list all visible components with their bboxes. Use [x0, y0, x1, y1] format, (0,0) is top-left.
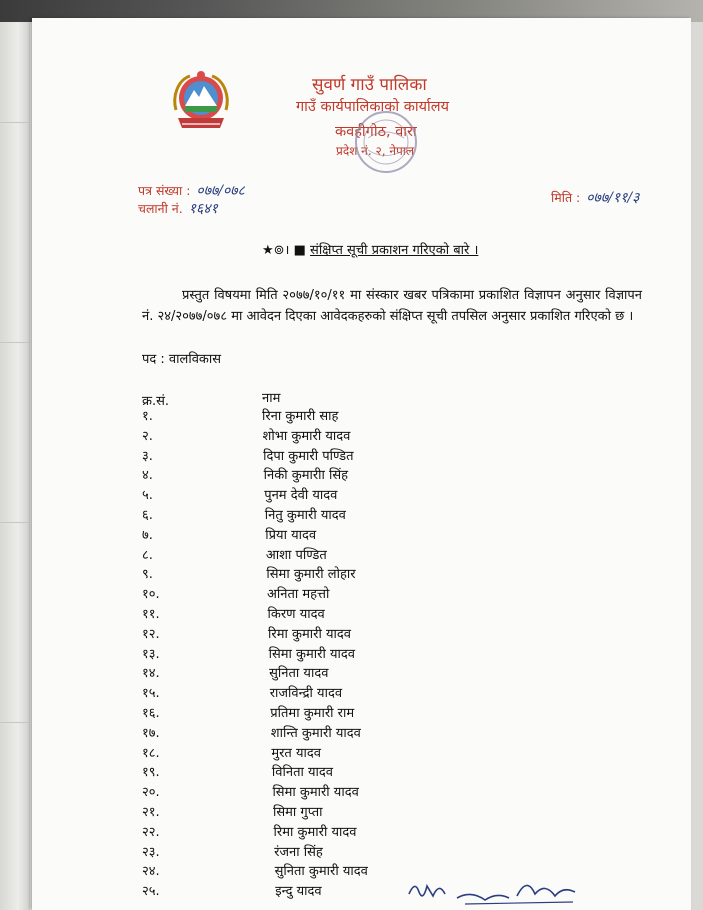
candidate-name: दिपा कुमारी पण्डित — [263, 448, 354, 464]
list-item — [142, 842, 542, 862]
candidate-name: आशा पण्डित — [265, 547, 327, 563]
list-item — [142, 604, 542, 624]
candidate-name: सिमा गुप्ता — [273, 805, 323, 820]
serial-number: २३. — [142, 844, 160, 860]
list-item — [142, 644, 542, 664]
subject-marker: ★⊚। ■ — [262, 243, 306, 258]
serial-number: १०. — [142, 587, 160, 603]
dispatch-number: चलानी नं. १६४१ — [138, 201, 218, 217]
list-item — [142, 822, 542, 842]
column-header-name: नाम — [262, 391, 281, 406]
candidate-name: मुरत यादव — [271, 745, 322, 761]
serial-number: ८. — [142, 547, 153, 563]
serial-number: १५. — [142, 686, 160, 702]
serial-number: २. — [142, 428, 153, 444]
serial-number: ११. — [142, 607, 160, 622]
candidate-name: सुनिता यादव — [269, 666, 329, 682]
list-item — [142, 663, 542, 683]
office-name: गाउँ कार्यपालिकाको कार्यालय — [296, 99, 450, 115]
candidate-name: सिमा कुमारी यादव — [268, 646, 356, 662]
office-stamp-icon — [342, 108, 442, 180]
list-item — [142, 446, 542, 466]
serial-number: ३. — [142, 448, 153, 464]
list-item — [142, 465, 542, 485]
serial-number: ५. — [142, 488, 153, 504]
list-item — [142, 426, 542, 446]
candidate-name: राजविन्द्री यादव — [269, 686, 343, 702]
serial-number: २१. — [142, 805, 160, 820]
post-title: पद : वालविकास — [142, 352, 222, 367]
binder-margin — [0, 22, 30, 910]
office-location: कवहीगोठ, वारा — [335, 124, 417, 140]
scan-right-edge — [689, 22, 703, 910]
candidate-name: पुनम देवी यादव — [264, 488, 338, 504]
signature-icon — [405, 872, 585, 908]
letter-date: मिति : ०७७/११/३ — [551, 190, 640, 206]
candidate-name: सिमा कुमारी यादव — [272, 785, 359, 801]
serial-number: १६. — [142, 706, 160, 721]
list-item — [142, 485, 542, 505]
serial-number: १८. — [142, 745, 160, 761]
list-item — [142, 743, 542, 763]
list-item — [142, 703, 542, 723]
list-item — [142, 545, 542, 565]
list-item — [142, 564, 542, 584]
candidate-name: रिमा कुमारी यादव — [268, 626, 351, 642]
list-item — [142, 525, 542, 545]
candidate-name: रिना कुमारी साह — [262, 409, 339, 424]
candidate-name: निकी कुमारीा सिंह — [263, 468, 349, 484]
subject-text: संक्षिप्त सूची प्रकाशन गरिएको बारे । — [310, 243, 479, 258]
province-line: प्रदेश नं. २, नेपाल — [336, 144, 415, 158]
list-item — [142, 802, 542, 822]
serial-number: २०. — [142, 785, 160, 801]
serial-number: २४. — [142, 864, 160, 880]
candidate-name: नितु कुमारी यादव — [264, 508, 346, 523]
serial-number: १७. — [142, 725, 160, 741]
serial-number: १. — [142, 409, 153, 424]
body-paragraph: प्रस्तुत विषयमा मिति २०७७/१०/११ मा संस्कार खबर पत्रिकामा प्रकाशित विज्ञापन अनुसार विज्ञापन नं. २४/२०७७/०७८ मा आवेदन दिएका आवेदकहरुको संक्षिप्त सूची तपसिल अनुसार प्रकाशित गरिएको छ । — [142, 288, 642, 324]
serial-number: २५. — [142, 884, 160, 900]
serial-number: ९. — [142, 567, 153, 583]
nepal-emblem-icon — [168, 66, 234, 136]
serial-number: २२. — [142, 824, 160, 840]
candidate-name: शान्ति कुमारी यादव — [270, 725, 361, 741]
candidate-name: रिमा कुमारी यादव — [273, 824, 357, 840]
column-header-serial: क्र.सं. — [142, 394, 170, 409]
candidate-name: प्रतिमा कुमारी राम — [270, 706, 355, 721]
serial-number: १३. — [142, 646, 160, 662]
subject-line — [262, 240, 478, 258]
candidate-name: इन्दु यादव — [275, 884, 322, 900]
candidate-name: किरण यादव — [267, 607, 325, 622]
candidate-name: सुनिता कुमारी यादव — [274, 864, 368, 880]
candidate-name: शोभा कुमारी यादव — [262, 428, 351, 444]
list-item — [142, 406, 542, 426]
list-item — [142, 624, 542, 644]
list-item — [142, 762, 542, 782]
candidate-name: विनिता यादव — [271, 765, 334, 781]
list-item — [142, 782, 542, 802]
list-item — [142, 505, 542, 525]
serial-number: ४. — [142, 468, 153, 484]
list-item — [142, 683, 542, 703]
serial-number: १९. — [142, 765, 160, 781]
municipality-name: सुवर्ण गाउँ पालिका — [312, 75, 427, 95]
candidate-name: सिमा कुमारी लोहार — [266, 567, 356, 583]
list-item — [142, 723, 542, 743]
candidate-name: अनिता महत्तो — [266, 587, 330, 603]
candidate-name: रंजना सिंह — [274, 844, 323, 860]
serial-number: ६. — [142, 508, 153, 523]
candidate-name: प्रिया यादव — [265, 527, 317, 543]
list-item — [142, 584, 542, 604]
letter-number: पत्र संख्या : ०७७/०७८ — [138, 183, 245, 199]
serial-number: १४. — [142, 666, 160, 682]
serial-number: १२. — [142, 626, 160, 642]
serial-number: ७. — [142, 527, 153, 543]
